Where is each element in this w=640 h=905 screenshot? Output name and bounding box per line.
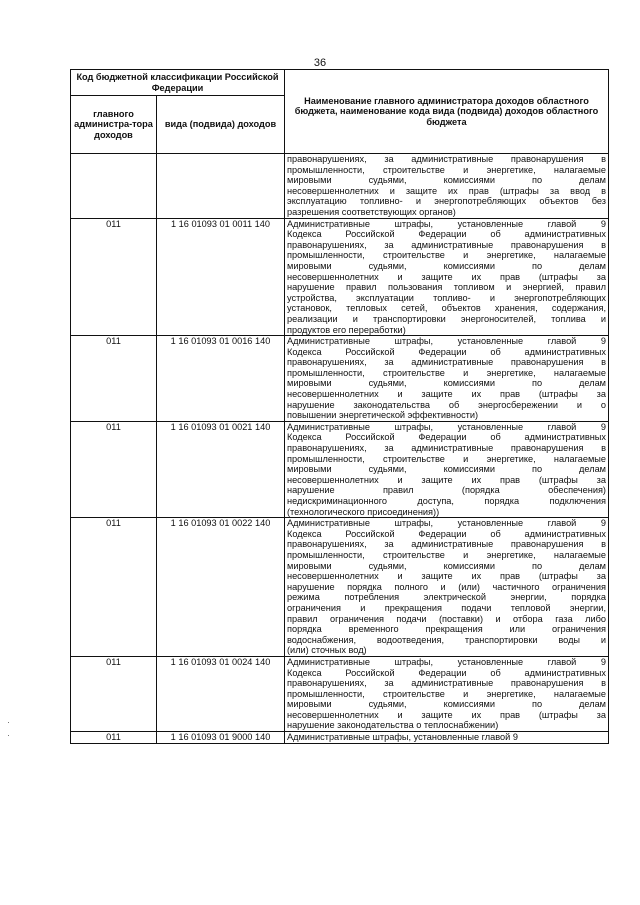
table-row [71, 656, 609, 731]
description-line: водоснабжения, водоотведения, транспортировки воды и [287, 634, 606, 645]
budget-classification-table [70, 69, 609, 744]
description-line: промышленности, строительстве и энергетике, налагаемые [287, 250, 606, 261]
description-line: Административные штрафы, установленные главой 9 [287, 732, 518, 743]
description-line: мировыми судьями, комиссиями по делам [287, 699, 606, 710]
description-line: (или) сточных вод) [287, 645, 367, 656]
description-line: несовершеннолетних и защите их прав (штрафы за [287, 571, 606, 582]
description-line: эксплуатацию топливно- и энергопотребляющих объектов без [287, 196, 606, 207]
description-line: режима потребления электрической энергии, порядка [287, 592, 606, 603]
admin-code-cell: 011 [71, 421, 157, 517]
page-number: 36 [313, 57, 327, 69]
scan-speck [8, 735, 9, 736]
admin-code-cell: 011 [71, 518, 157, 657]
header-admin-column: главного администра-тора доходов [71, 96, 157, 154]
revenue-code-cell: 1 16 01093 01 0011 140 [157, 218, 285, 336]
table-row [71, 421, 609, 517]
description-line: несовершеннолетних и защите их прав (штрафы за [287, 709, 606, 720]
description-line: реализации и транспортировки энергоносителей, топлива и [287, 313, 606, 324]
description-line: несовершеннолетних и защите их прав (штрафы за [287, 389, 606, 400]
description-line: установок, тепловых сетей, объектов хранения, содержания, [287, 303, 606, 314]
description-line: промышленности, строительстве и энергетике, налагаемые [287, 688, 606, 699]
description-line: правонарушениях, за административные правонарушения в [287, 239, 606, 250]
description-line: нарушение законодательства об энергосбережении и о [287, 399, 606, 410]
description-line: Административные штрафы, установленные главой 9 [287, 656, 606, 667]
description-line: промышленности, строительстве и энергетике, налагаемые [287, 453, 606, 464]
description-line: (технологического присоединения)) [287, 506, 440, 517]
admin-code-cell: 011 [71, 336, 157, 422]
header-code-column: вида (подвида) доходов [157, 96, 285, 154]
admin-code-cell: 011 [71, 732, 157, 744]
description-line: Административные штрафы, установленные главой 9 [287, 336, 606, 347]
revenue-description-cell [285, 421, 609, 517]
description-line: нарушение порядка полного и (или) частичного ограничения [287, 581, 606, 592]
description-line: промышленности, строительстве и энергетике, налагаемые [287, 367, 606, 378]
revenue-description-cell [285, 218, 609, 336]
header-budget-code-group: Код бюджетной классификации Российской Федерации [71, 70, 285, 96]
admin-code-cell: 011 [71, 218, 157, 336]
description-line: правонарушениях, за административные правонарушения в [287, 443, 606, 454]
revenue-code-cell [157, 154, 285, 219]
description-line: мировыми судьями, комиссиями по делам [287, 560, 606, 571]
revenue-description-cell [285, 154, 609, 219]
description-line: несовершеннолетних и защите их прав (штрафы за [287, 271, 606, 282]
revenue-description-cell [285, 732, 609, 744]
description-line: несовершеннолетних и защите их прав (штрафы за [287, 474, 606, 485]
revenue-code-cell: 1 16 01093 01 0024 140 [157, 656, 285, 731]
admin-code-cell [71, 154, 157, 219]
revenue-description-cell [285, 336, 609, 422]
description-line: продуктов его переработки) [287, 324, 406, 335]
revenue-code-cell: 1 16 01093 01 0022 140 [157, 518, 285, 657]
table-header [71, 70, 609, 154]
table-row [71, 518, 609, 657]
table-row [71, 218, 609, 336]
revenue-code-cell: 1 16 01093 01 9000 140 [157, 732, 285, 744]
description-line: ограничения и прекращения подачи тепловой энергии, [287, 602, 606, 613]
revenue-description-cell [285, 518, 609, 657]
table-row [71, 154, 609, 219]
description-line: нарушение правил (порядка обеспечения) [287, 485, 606, 496]
description-line: Административные штрафы, установленные главой 9 [287, 518, 606, 529]
description-line: мировыми судьями, комиссиями по делам [287, 464, 606, 475]
description-line: правил ограничения подачи (поставки) и отбора газа либо [287, 613, 606, 624]
description-line: мировыми судьями, комиссиями по делам [287, 175, 606, 186]
table-body [71, 154, 609, 744]
description-line: правонарушениях, за административные правонарушения в [287, 154, 606, 164]
description-line: разрешения соответствующих органов) [287, 206, 456, 217]
revenue-description-cell [285, 656, 609, 731]
header-name-column: Наименование главного администратора доходов областного бюджета, наименование кода вида (подвида) доходов областного бюджета [285, 70, 609, 154]
description-line: правонарушениях, за административные правонарушения в [287, 357, 606, 368]
scan-speck [8, 722, 9, 723]
description-line: Кодекса Российской Федерации об административных [287, 346, 606, 357]
table-row [71, 732, 609, 744]
description-line: Административные штрафы, установленные главой 9 [287, 421, 606, 432]
description-line: нарушение правил пользования топливом и энергией, правил [287, 282, 606, 293]
description-line: Кодекса Российской Федерации об административных [287, 528, 606, 539]
admin-code-cell: 011 [71, 656, 157, 731]
description-line: правонарушениях, за административные правонарушения в [287, 678, 606, 689]
description-line: порядка временного прекращения или ограничения [287, 624, 606, 635]
description-line: промышленности, строительстве и энергетике, налагаемые [287, 164, 606, 175]
description-line: повышении энергетической эффективности) [287, 410, 479, 421]
description-line: Административные штрафы, установленные главой 9 [287, 218, 606, 229]
description-line: Кодекса Российской Федерации об административных [287, 229, 606, 240]
description-line: устройства, эксплуатации топливо- и энергопотребляющих [287, 292, 606, 303]
description-line: нарушение законодательства о теплоснабжении) [287, 720, 499, 731]
description-line: несовершеннолетних и защите их прав (штрафы за ввод в [287, 185, 606, 196]
revenue-code-cell: 1 16 01093 01 0021 140 [157, 421, 285, 517]
description-line: промышленности, строительстве и энергетике, налагаемые [287, 549, 606, 560]
description-line: мировыми судьями, комиссиями по делам [287, 378, 606, 389]
description-line: мировыми судьями, комиссиями по делам [287, 260, 606, 271]
revenue-code-cell: 1 16 01093 01 0016 140 [157, 336, 285, 422]
description-line: Кодекса Российской Федерации об административных [287, 667, 606, 678]
table-row [71, 336, 609, 422]
description-line: Кодекса Российской Федерации об административных [287, 432, 606, 443]
description-line: недискриминационного доступа, порядка подключения [287, 496, 606, 506]
description-line: правонарушениях, за административные правонарушения в [287, 539, 606, 550]
